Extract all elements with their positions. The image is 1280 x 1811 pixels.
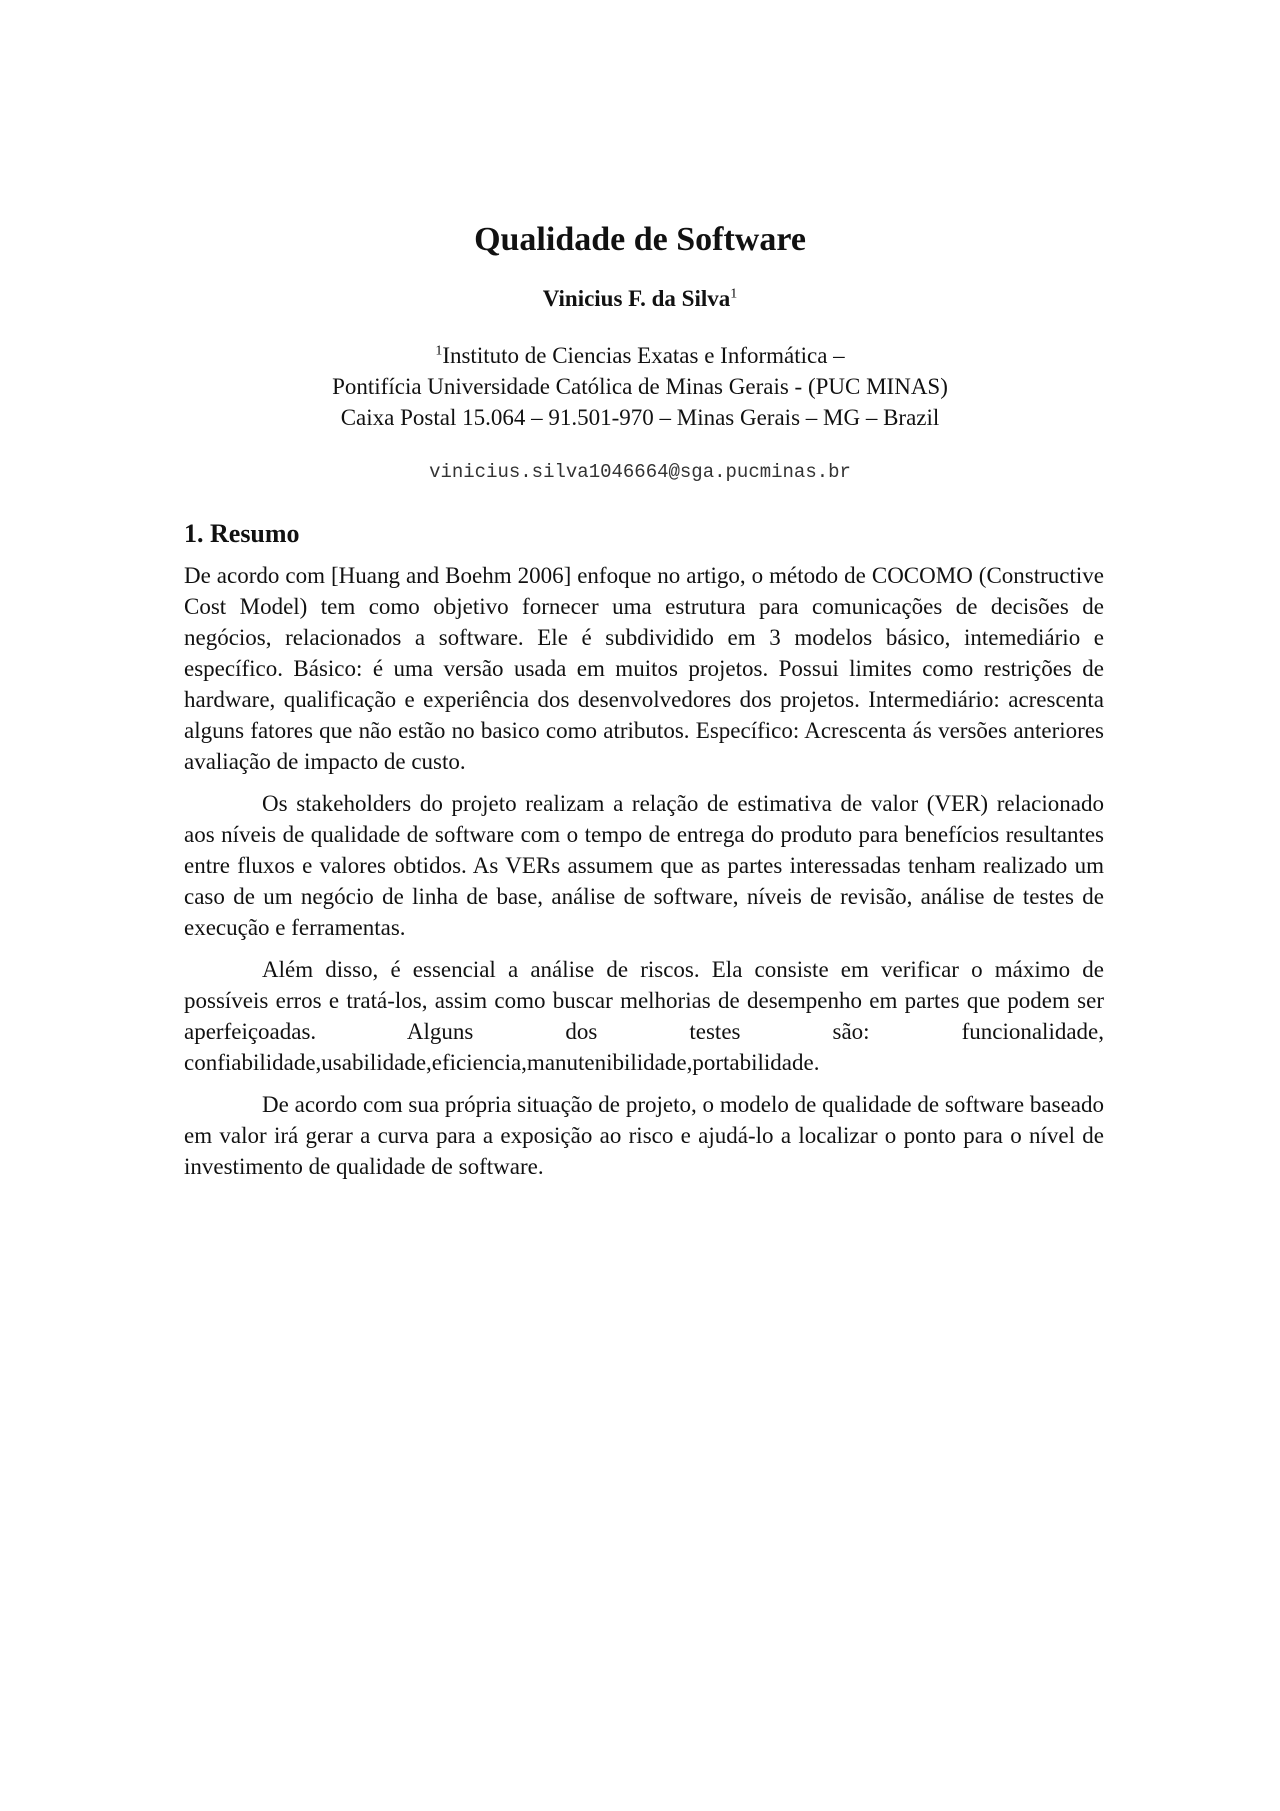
- paragraph-1: De acordo com [Huang and Boehm 2006] enfoque no artigo, o método de COCOMO (Constructive Cost Model) tem como objetivo fornecer uma estrutura para comunicações de decisões de negócios, relacionados a software. Ele é subdividido em 3 modelos básico, intemediário e específico. Básico: é uma versão usada em muitos projetos. Possui limites como restrições de hardware, qualificação e experiência dos desenvolvedores dos projetos. Intermediário: acrescenta alguns fatores que não estão no basico como atributos. Específico: Acrescenta ás versões anteriores avaliação de impacto de custo.: [184, 563, 1104, 774]
- paragraph-2: Os stakeholders do projeto realizam a relação de estimativa de valor (VER) relacionado aos níveis de qualidade de software com o tempo de entrega do produto para benefícios resultantes entre fluxos e valores obtidos. As VERs assumem que as partes interessadas tenham realizado um caso de um negócio de linha de base, análise de software, níveis de revisão, análise de testes de execução e ferramentas.: [184, 791, 1104, 940]
- section-body: [184, 560, 1104, 1193]
- affiliation-line-3: Caixa Postal 15.064 – 91.501-970 – Minas Gerais – MG – Brazil: [340, 405, 940, 430]
- author-email: vinicius.silva1046664@sga.pucminas.br: [429, 461, 851, 483]
- author-name: Vinicius F. da Silva: [542, 286, 731, 311]
- affiliation-line-1-text: Instituto de Ciencias Exatas e Informática –: [442, 343, 845, 368]
- affiliation-line-1: [0, 340, 1280, 371]
- author-affiliation-mark: 1: [730, 286, 738, 302]
- author-line: [0, 285, 1280, 313]
- paragraph-4: De acordo com sua própria situação de projeto, o modelo de qualidade de software baseado em valor irá gerar a curva para a exposição ao risco e ajudá-lo a localizar o ponto para o nível de investimento de qualidade de software.: [184, 1092, 1104, 1179]
- paragraph-3: Além disso, é essencial a análise de riscos. Ela consiste em verificar o máximo de possíveis erros e tratá-los, assim como buscar melhorias de desempenho em partes que podem ser aperfeiçoadas. Alguns dos testes são: funcionalidade, confiabilidade,usabilidade,eficiencia,manutenibilidade,portabilidade.: [184, 957, 1104, 1075]
- paper-title: Qualidade de Software: [474, 221, 806, 258]
- affiliation-block: [0, 340, 1280, 433]
- section-heading-resumo: 1. Resumo: [184, 519, 300, 548]
- affiliation-line-2: Pontifícia Universidade Católica de Minas Gerais - (PUC MINAS): [332, 374, 948, 399]
- affiliation-mark: 1: [435, 343, 443, 359]
